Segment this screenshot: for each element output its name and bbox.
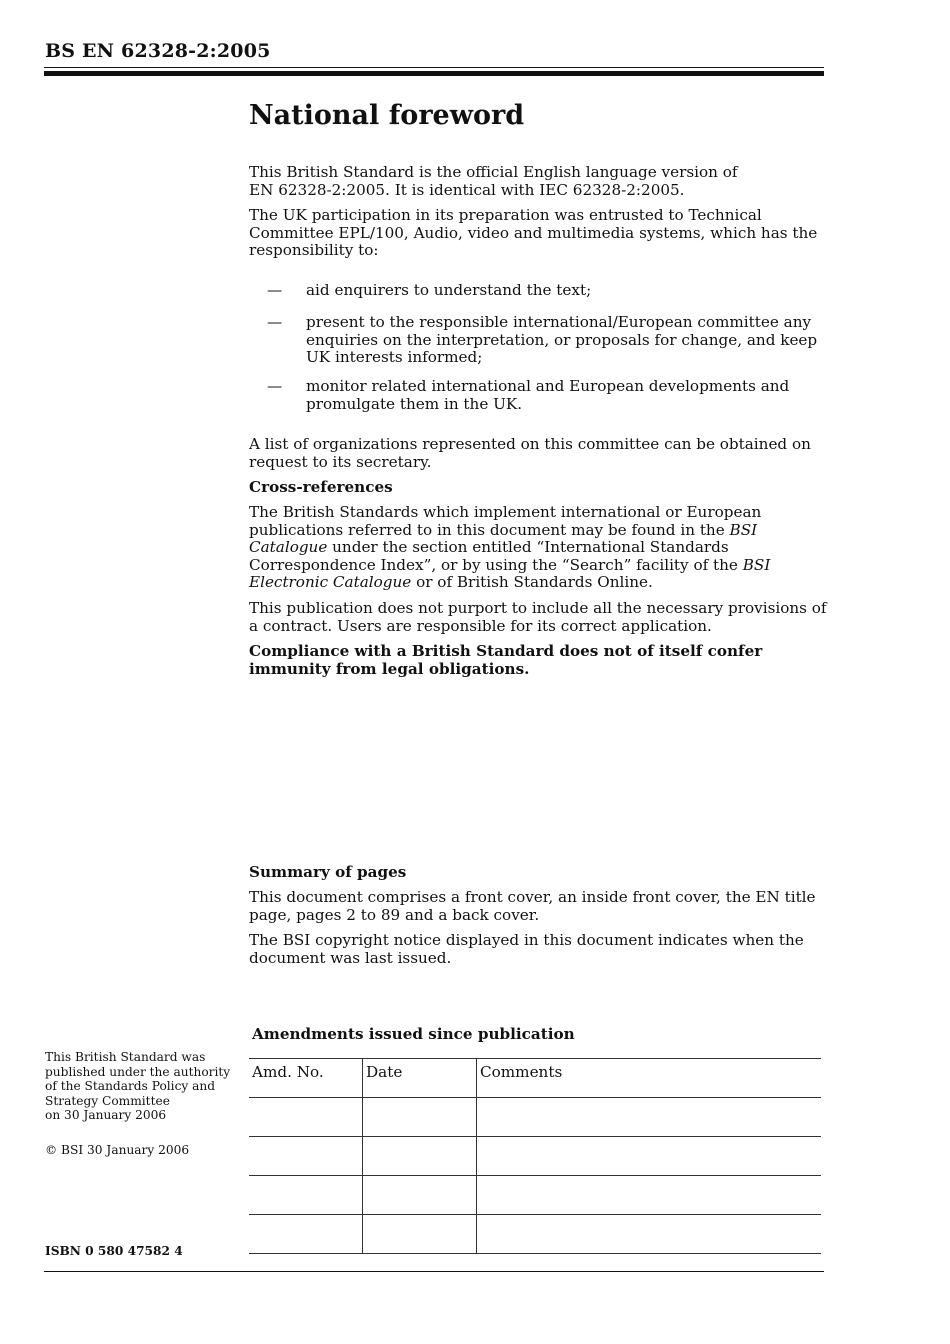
header-rule-thin bbox=[44, 67, 824, 68]
bsi-catalogue-title: BSI Catalogue bbox=[249, 520, 758, 556]
table-cell bbox=[477, 1215, 822, 1254]
table-cell bbox=[249, 1176, 363, 1215]
committee-list-paragraph: A list of organizations represented on this committee can be obtained on request to its secretary. bbox=[249, 435, 811, 471]
summary-paragraph-1: This document comprises a front cover, an inside front cover, the EN title page, pages 2 to 89 and a back cover. bbox=[249, 888, 816, 924]
bsi-electronic-catalogue-title: BSI Electronic Catalogue bbox=[249, 555, 771, 591]
table-cell bbox=[477, 1098, 822, 1137]
column-header-amd-no: Amd. No. bbox=[249, 1059, 363, 1098]
isbn: ISBN 0 580 47582 4 bbox=[45, 1244, 183, 1258]
provisions-paragraph: This publication does not purport to include all the necessary provisions of a contract. Users are responsible for its correct application. bbox=[249, 599, 827, 635]
table-cell bbox=[249, 1137, 363, 1176]
bullet-item: aid enquirers to understand the text; bbox=[306, 281, 592, 299]
publication-authority-note bbox=[45, 1050, 235, 1123]
copyright-notice: © BSI 30 January 2006 bbox=[45, 1143, 190, 1157]
summary-heading: Summary of pages bbox=[249, 863, 407, 881]
page-title: National foreword bbox=[249, 100, 525, 131]
table-cell bbox=[363, 1098, 477, 1137]
amendments-table bbox=[249, 1058, 821, 1254]
document-id: BS EN 62328-2:2005 bbox=[45, 40, 271, 62]
table-row bbox=[249, 1098, 821, 1137]
table-row bbox=[249, 1215, 821, 1254]
publication-line: published under the authority bbox=[45, 1064, 231, 1079]
table-row bbox=[249, 1137, 821, 1176]
amendments-title: Amendments issued since publication bbox=[252, 1025, 575, 1043]
compliance-statement: Compliance with a British Standard does not of itself confer immunity from legal obligations. bbox=[249, 642, 763, 678]
table-cell bbox=[363, 1176, 477, 1215]
table-cell bbox=[249, 1098, 363, 1137]
table-row bbox=[249, 1176, 821, 1215]
cross-references-heading: Cross-references bbox=[249, 478, 393, 496]
bullet-item: monitor related international and European developments and promulgate them in the UK. bbox=[306, 377, 790, 413]
publication-line: Strategy Committee bbox=[45, 1093, 170, 1108]
publication-line: This British Standard was bbox=[45, 1050, 206, 1064]
cross-references-text-2: under the section entitled “International Standards Correspondence Index”, or by using the “Search” facility of the bbox=[249, 538, 743, 574]
summary-paragraph-2: The BSI copyright notice displayed in this document indicates when the document was last issued. bbox=[249, 931, 804, 967]
intro-paragraph-1 bbox=[249, 164, 827, 199]
table-cell bbox=[477, 1176, 822, 1215]
table-cell bbox=[477, 1137, 822, 1176]
cross-references-text-3: or of British Standards Online. bbox=[411, 573, 653, 591]
table-cell bbox=[363, 1215, 477, 1254]
publication-line: of the Standards Policy and bbox=[45, 1079, 216, 1094]
footer-rule bbox=[44, 1271, 824, 1272]
column-header-comments: Comments bbox=[477, 1059, 822, 1098]
bullet-dash: — bbox=[267, 313, 283, 331]
bullet-dash: — bbox=[267, 281, 283, 299]
intro-line-2: EN 62328-2:2005. It is identical with IEC 62328-2:2005. bbox=[249, 180, 685, 199]
bullet-item: present to the responsible international/European committee any enquiries on the interpretation, or proposals for change, and keep UK interests informed; bbox=[306, 313, 818, 366]
cross-references-paragraph bbox=[249, 504, 827, 592]
bullet-dash: — bbox=[267, 377, 283, 395]
table-cell bbox=[363, 1137, 477, 1176]
publication-line: on 30 January 2006 bbox=[45, 1108, 167, 1123]
intro-line-1: This British Standard is the official English language version of bbox=[249, 163, 738, 181]
table-header-row bbox=[249, 1059, 821, 1098]
cross-references-text-1: The British Standards which implement international or European publications referred to in this document may be found in the bbox=[249, 503, 762, 539]
intro-paragraph-2: The UK participation in its preparation was entrusted to Technical Committee EPL/100, Audio, video and multimedia systems, which has the responsibility to: bbox=[249, 206, 818, 259]
table-cell bbox=[249, 1215, 363, 1254]
column-header-date: Date bbox=[363, 1059, 477, 1098]
header-rule-thick bbox=[44, 71, 824, 76]
